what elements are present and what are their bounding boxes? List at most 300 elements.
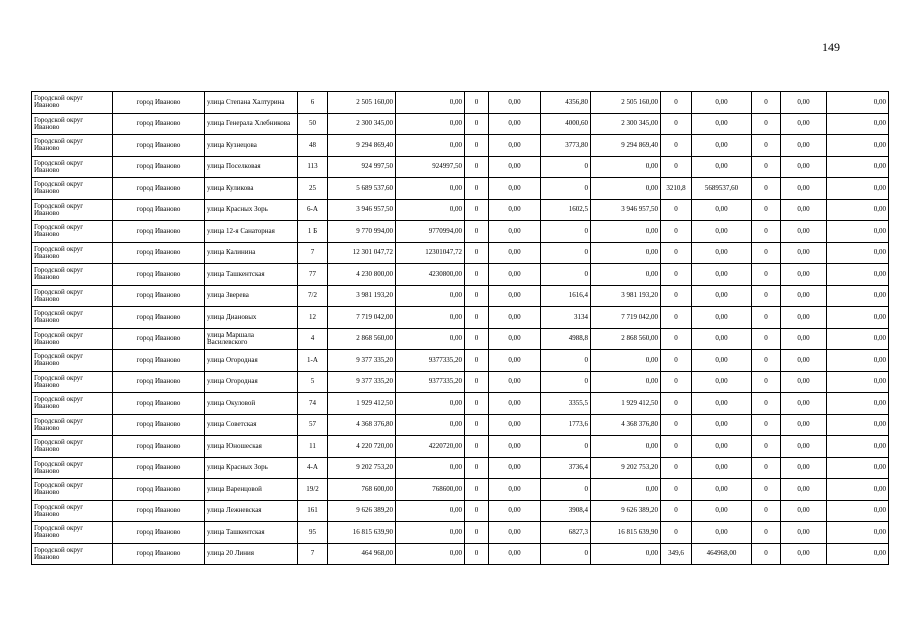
cost-col-12-cell: 0,00 bbox=[692, 199, 752, 221]
qty-col-13-cell: 0 bbox=[752, 543, 781, 565]
qty-col-7-cell: 0 bbox=[465, 92, 489, 114]
cost-col-10-cell: 7 719 042,00 bbox=[591, 307, 661, 329]
area-col-9-cell: 1773,6 bbox=[541, 414, 591, 436]
cost-col-8-cell: 0,00 bbox=[489, 307, 541, 329]
cost-col-10-cell: 3 981 193,20 bbox=[591, 285, 661, 307]
municipality-cell: Городской округ Иваново bbox=[32, 307, 113, 329]
street-cell: улица Куликова bbox=[205, 178, 298, 200]
area-col-9-cell: 1602,5 bbox=[541, 199, 591, 221]
municipality-cell: Городской округ Иваново bbox=[32, 393, 113, 415]
settlement-cell: город Иваново bbox=[113, 543, 205, 565]
house-number-cell: 6 bbox=[298, 92, 328, 114]
area-col-9-cell: 3908,4 bbox=[541, 500, 591, 522]
area-col-11-cell: 0 bbox=[661, 92, 692, 114]
cost-col-8-cell: 0,00 bbox=[489, 543, 541, 565]
street-cell: улица Зверева bbox=[205, 285, 298, 307]
street-cell: улица Диановых bbox=[205, 307, 298, 329]
total-cost-cell: 2 868 560,00 bbox=[328, 328, 396, 350]
area-col-11-cell: 0 bbox=[661, 285, 692, 307]
table-row bbox=[32, 371, 889, 393]
municipality-cell: Городской округ Иваново bbox=[32, 264, 113, 286]
cost-col-12-cell: 0,00 bbox=[692, 414, 752, 436]
cost-col-12-cell: 0,00 bbox=[692, 264, 752, 286]
cost-col-10-cell: 3 946 957,50 bbox=[591, 199, 661, 221]
qty-col-13-cell: 0 bbox=[752, 264, 781, 286]
cost-col-14-cell: 0,00 bbox=[781, 350, 827, 372]
cost-col-14-cell: 0,00 bbox=[781, 242, 827, 264]
total-cost-cell: 3 981 193,20 bbox=[328, 285, 396, 307]
qty-col-13-cell: 0 bbox=[752, 285, 781, 307]
qty-col-7-cell: 0 bbox=[465, 543, 489, 565]
street-cell: улица Генерала Хлебникова bbox=[205, 113, 298, 135]
qty-col-13-cell: 0 bbox=[752, 92, 781, 114]
area-col-11-cell: 0 bbox=[661, 414, 692, 436]
total-cost-cell: 4 220 720,00 bbox=[328, 436, 396, 458]
cost-col-12-cell: 0,00 bbox=[692, 113, 752, 135]
qty-col-7-cell: 0 bbox=[465, 307, 489, 329]
street-cell: улица Поселковая bbox=[205, 156, 298, 178]
area-col-9-cell: 1616,4 bbox=[541, 285, 591, 307]
cost-col-15-cell: 0,00 bbox=[827, 178, 889, 200]
table-row bbox=[32, 221, 889, 243]
settlement-cell: город Иваново bbox=[113, 221, 205, 243]
cost-col-14-cell: 0,00 bbox=[781, 285, 827, 307]
area-col-11-cell: 0 bbox=[661, 350, 692, 372]
settlement-cell: город Иваново bbox=[113, 522, 205, 544]
house-number-cell: 4 bbox=[298, 328, 328, 350]
qty-col-7-cell: 0 bbox=[465, 500, 489, 522]
settlement-cell: город Иваново bbox=[113, 350, 205, 372]
area-col-9-cell: 0 bbox=[541, 156, 591, 178]
street-cell: улица Лежневская bbox=[205, 500, 298, 522]
table-row bbox=[32, 178, 889, 200]
table-row bbox=[32, 393, 889, 415]
table-row bbox=[32, 242, 889, 264]
qty-col-13-cell: 0 bbox=[752, 242, 781, 264]
cost-col-14-cell: 0,00 bbox=[781, 414, 827, 436]
cost-col-10-cell: 0,00 bbox=[591, 178, 661, 200]
qty-col-7-cell: 0 bbox=[465, 156, 489, 178]
cost-col-8-cell: 0,00 bbox=[489, 92, 541, 114]
street-cell: улица Варенцовой bbox=[205, 479, 298, 501]
house-number-cell: 11 bbox=[298, 436, 328, 458]
cost-col-14-cell: 0,00 bbox=[781, 307, 827, 329]
total-cost-cell: 9 202 753,20 bbox=[328, 457, 396, 479]
cost-col-14-cell: 0,00 bbox=[781, 199, 827, 221]
street-cell: улица Калинина bbox=[205, 242, 298, 264]
area-col-11-cell: 0 bbox=[661, 457, 692, 479]
cost-col-8-cell: 0,00 bbox=[489, 156, 541, 178]
area-col-11-cell: 0 bbox=[661, 221, 692, 243]
table-row bbox=[32, 285, 889, 307]
settlement-cell: город Иваново bbox=[113, 457, 205, 479]
municipality-cell: Городской округ Иваново bbox=[32, 436, 113, 458]
total-cost-cell: 9 377 335,20 bbox=[328, 371, 396, 393]
qty-col-13-cell: 0 bbox=[752, 221, 781, 243]
cost-col-12-cell: 464968,00 bbox=[692, 543, 752, 565]
total-cost-cell: 16 815 639,90 bbox=[328, 522, 396, 544]
qty-col-7-cell: 0 bbox=[465, 350, 489, 372]
settlement-cell: город Иваново bbox=[113, 307, 205, 329]
house-number-cell: 19/2 bbox=[298, 479, 328, 501]
cost-col-15-cell: 0,00 bbox=[827, 436, 889, 458]
data-table bbox=[31, 91, 889, 565]
municipality-cell: Городской округ Иваново bbox=[32, 479, 113, 501]
cost-col-6-cell: 0,00 bbox=[396, 457, 465, 479]
cost-col-12-cell: 0,00 bbox=[692, 285, 752, 307]
total-cost-cell: 768 600,00 bbox=[328, 479, 396, 501]
table-row bbox=[32, 307, 889, 329]
cost-col-8-cell: 0,00 bbox=[489, 500, 541, 522]
cost-col-8-cell: 0,00 bbox=[489, 113, 541, 135]
area-col-9-cell: 4988,8 bbox=[541, 328, 591, 350]
cost-col-8-cell: 0,00 bbox=[489, 479, 541, 501]
cost-col-14-cell: 0,00 bbox=[781, 221, 827, 243]
page-number: 149 bbox=[822, 40, 840, 54]
settlement-cell: город Иваново bbox=[113, 135, 205, 157]
municipality-cell: Городской округ Иваново bbox=[32, 414, 113, 436]
settlement-cell: город Иваново bbox=[113, 156, 205, 178]
cost-col-10-cell: 4 368 376,80 bbox=[591, 414, 661, 436]
cost-col-12-cell: 0,00 bbox=[692, 350, 752, 372]
area-col-11-cell: 0 bbox=[661, 479, 692, 501]
area-col-9-cell: 0 bbox=[541, 479, 591, 501]
area-col-11-cell: 0 bbox=[661, 500, 692, 522]
qty-col-13-cell: 0 bbox=[752, 307, 781, 329]
qty-col-13-cell: 0 bbox=[752, 522, 781, 544]
cost-col-10-cell: 0,00 bbox=[591, 156, 661, 178]
cost-col-12-cell: 0,00 bbox=[692, 221, 752, 243]
total-cost-cell: 464 968,00 bbox=[328, 543, 396, 565]
table-row bbox=[32, 522, 889, 544]
cost-col-6-cell: 924997,50 bbox=[396, 156, 465, 178]
cost-col-10-cell: 0,00 bbox=[591, 350, 661, 372]
cost-col-15-cell: 0,00 bbox=[827, 264, 889, 286]
cost-col-14-cell: 0,00 bbox=[781, 92, 827, 114]
municipality-cell: Городской округ Иваново bbox=[32, 543, 113, 565]
qty-col-7-cell: 0 bbox=[465, 522, 489, 544]
cost-col-15-cell: 0,00 bbox=[827, 221, 889, 243]
cost-col-12-cell: 0,00 bbox=[692, 328, 752, 350]
cost-col-14-cell: 0,00 bbox=[781, 113, 827, 135]
street-cell: улица 12-я Санаторная bbox=[205, 221, 298, 243]
street-cell: улица Степана Халтурина bbox=[205, 92, 298, 114]
cost-col-14-cell: 0,00 bbox=[781, 135, 827, 157]
house-number-cell: 74 bbox=[298, 393, 328, 415]
cost-col-15-cell: 0,00 bbox=[827, 113, 889, 135]
cost-col-15-cell: 0,00 bbox=[827, 242, 889, 264]
area-col-9-cell: 0 bbox=[541, 543, 591, 565]
street-cell: улица Красных Зорь bbox=[205, 457, 298, 479]
cost-col-10-cell: 2 300 345,00 bbox=[591, 113, 661, 135]
total-cost-cell: 9 377 335,20 bbox=[328, 350, 396, 372]
house-number-cell: 113 bbox=[298, 156, 328, 178]
cost-col-12-cell: 0,00 bbox=[692, 242, 752, 264]
qty-col-7-cell: 0 bbox=[465, 328, 489, 350]
municipality-cell: Городской округ Иваново bbox=[32, 500, 113, 522]
area-col-11-cell: 0 bbox=[661, 156, 692, 178]
cost-col-12-cell: 0,00 bbox=[692, 457, 752, 479]
cost-col-10-cell: 0,00 bbox=[591, 479, 661, 501]
cost-col-10-cell: 0,00 bbox=[591, 436, 661, 458]
qty-col-13-cell: 0 bbox=[752, 371, 781, 393]
settlement-cell: город Иваново bbox=[113, 242, 205, 264]
area-col-9-cell: 3773,80 bbox=[541, 135, 591, 157]
cost-col-6-cell: 4230800,00 bbox=[396, 264, 465, 286]
cost-col-10-cell: 0,00 bbox=[591, 371, 661, 393]
municipality-cell: Городской округ Иваново bbox=[32, 221, 113, 243]
municipality-cell: Городской округ Иваново bbox=[32, 522, 113, 544]
cost-col-8-cell: 0,00 bbox=[489, 393, 541, 415]
table-row bbox=[32, 543, 889, 565]
settlement-cell: город Иваново bbox=[113, 264, 205, 286]
total-cost-cell: 2 300 345,00 bbox=[328, 113, 396, 135]
street-cell: улица 20 Линия bbox=[205, 543, 298, 565]
cost-col-6-cell: 0,00 bbox=[396, 500, 465, 522]
cost-col-14-cell: 0,00 bbox=[781, 371, 827, 393]
cost-col-6-cell: 9377335,20 bbox=[396, 350, 465, 372]
qty-col-13-cell: 0 bbox=[752, 393, 781, 415]
cost-col-8-cell: 0,00 bbox=[489, 328, 541, 350]
area-col-9-cell: 0 bbox=[541, 436, 591, 458]
municipality-cell: Городской округ Иваново bbox=[32, 113, 113, 135]
total-cost-cell: 12 301 047,72 bbox=[328, 242, 396, 264]
cost-col-14-cell: 0,00 bbox=[781, 156, 827, 178]
house-number-cell: 48 bbox=[298, 135, 328, 157]
cost-col-8-cell: 0,00 bbox=[489, 221, 541, 243]
total-cost-cell: 1 929 412,50 bbox=[328, 393, 396, 415]
qty-col-13-cell: 0 bbox=[752, 178, 781, 200]
settlement-cell: город Иваново bbox=[113, 479, 205, 501]
municipality-cell: Городской округ Иваново bbox=[32, 285, 113, 307]
area-col-9-cell: 0 bbox=[541, 178, 591, 200]
cost-col-8-cell: 0,00 bbox=[489, 242, 541, 264]
municipality-cell: Городской округ Иваново bbox=[32, 199, 113, 221]
cost-col-6-cell: 0,00 bbox=[396, 307, 465, 329]
cost-col-8-cell: 0,00 bbox=[489, 199, 541, 221]
cost-col-14-cell: 0,00 bbox=[781, 178, 827, 200]
qty-col-13-cell: 0 bbox=[752, 457, 781, 479]
table-row bbox=[32, 328, 889, 350]
cost-col-10-cell: 2 868 560,00 bbox=[591, 328, 661, 350]
table-row bbox=[32, 199, 889, 221]
cost-col-10-cell: 1 929 412,50 bbox=[591, 393, 661, 415]
street-cell: улица Окуловой bbox=[205, 393, 298, 415]
table-row bbox=[32, 479, 889, 501]
cost-col-10-cell: 16 815 639,90 bbox=[591, 522, 661, 544]
cost-col-14-cell: 0,00 bbox=[781, 328, 827, 350]
municipality-cell: Городской округ Иваново bbox=[32, 242, 113, 264]
house-number-cell: 57 bbox=[298, 414, 328, 436]
table-row bbox=[32, 414, 889, 436]
house-number-cell: 12 bbox=[298, 307, 328, 329]
qty-col-7-cell: 0 bbox=[465, 221, 489, 243]
total-cost-cell: 9 294 869,40 bbox=[328, 135, 396, 157]
house-number-cell: 6-А bbox=[298, 199, 328, 221]
cost-col-8-cell: 0,00 bbox=[489, 371, 541, 393]
cost-col-15-cell: 0,00 bbox=[827, 156, 889, 178]
area-col-11-cell: 0 bbox=[661, 113, 692, 135]
qty-col-7-cell: 0 bbox=[465, 371, 489, 393]
municipality-cell: Городской округ Иваново bbox=[32, 350, 113, 372]
qty-col-13-cell: 0 bbox=[752, 199, 781, 221]
cost-col-15-cell: 0,00 bbox=[827, 199, 889, 221]
qty-col-7-cell: 0 bbox=[465, 135, 489, 157]
cost-col-6-cell: 0,00 bbox=[396, 113, 465, 135]
street-cell: улица Ташкентская bbox=[205, 522, 298, 544]
area-col-11-cell: 0 bbox=[661, 436, 692, 458]
cost-col-8-cell: 0,00 bbox=[489, 135, 541, 157]
settlement-cell: город Иваново bbox=[113, 285, 205, 307]
area-col-11-cell: 0 bbox=[661, 371, 692, 393]
street-cell: улица Советская bbox=[205, 414, 298, 436]
cost-col-15-cell: 0,00 bbox=[827, 307, 889, 329]
cost-col-10-cell: 9 294 869,40 bbox=[591, 135, 661, 157]
qty-col-13-cell: 0 bbox=[752, 436, 781, 458]
cost-col-8-cell: 0,00 bbox=[489, 350, 541, 372]
street-cell: улица Ташкентская bbox=[205, 264, 298, 286]
cost-col-14-cell: 0,00 bbox=[781, 393, 827, 415]
qty-col-7-cell: 0 bbox=[465, 436, 489, 458]
settlement-cell: город Иваново bbox=[113, 371, 205, 393]
cost-col-6-cell: 12301047,72 bbox=[396, 242, 465, 264]
qty-col-13-cell: 0 bbox=[752, 135, 781, 157]
settlement-cell: город Иваново bbox=[113, 328, 205, 350]
area-col-9-cell: 3736,4 bbox=[541, 457, 591, 479]
cost-col-15-cell: 0,00 bbox=[827, 285, 889, 307]
house-number-cell: 161 bbox=[298, 500, 328, 522]
cost-col-6-cell: 0,00 bbox=[396, 328, 465, 350]
qty-col-7-cell: 0 bbox=[465, 178, 489, 200]
cost-col-15-cell: 0,00 bbox=[827, 457, 889, 479]
table-row bbox=[32, 113, 889, 135]
cost-col-14-cell: 0,00 bbox=[781, 457, 827, 479]
area-col-11-cell: 0 bbox=[661, 199, 692, 221]
cost-col-15-cell: 0,00 bbox=[827, 328, 889, 350]
cost-col-6-cell: 0,00 bbox=[396, 543, 465, 565]
cost-col-8-cell: 0,00 bbox=[489, 285, 541, 307]
municipality-cell: Городской округ Иваново bbox=[32, 156, 113, 178]
qty-col-7-cell: 0 bbox=[465, 457, 489, 479]
settlement-cell: город Иваново bbox=[113, 436, 205, 458]
cost-col-15-cell: 0,00 bbox=[827, 479, 889, 501]
qty-col-13-cell: 0 bbox=[752, 500, 781, 522]
cost-col-15-cell: 0,00 bbox=[827, 371, 889, 393]
area-col-11-cell: 3210,8 bbox=[661, 178, 692, 200]
cost-col-12-cell: 5689537,60 bbox=[692, 178, 752, 200]
house-number-cell: 77 bbox=[298, 264, 328, 286]
table-row bbox=[32, 500, 889, 522]
area-col-11-cell: 0 bbox=[661, 135, 692, 157]
area-col-9-cell: 0 bbox=[541, 221, 591, 243]
street-cell: улица Кузнецова bbox=[205, 135, 298, 157]
cost-col-6-cell: 0,00 bbox=[396, 178, 465, 200]
cost-col-12-cell: 0,00 bbox=[692, 436, 752, 458]
house-number-cell: 1 Б bbox=[298, 221, 328, 243]
qty-col-7-cell: 0 bbox=[465, 199, 489, 221]
street-cell: улица Огородная bbox=[205, 350, 298, 372]
house-number-cell: 95 bbox=[298, 522, 328, 544]
cost-col-12-cell: 0,00 bbox=[692, 393, 752, 415]
settlement-cell: город Иваново bbox=[113, 92, 205, 114]
cost-col-8-cell: 0,00 bbox=[489, 178, 541, 200]
settlement-cell: город Иваново bbox=[113, 393, 205, 415]
cost-col-14-cell: 0,00 bbox=[781, 500, 827, 522]
cost-col-10-cell: 0,00 bbox=[591, 221, 661, 243]
house-number-cell: 7 bbox=[298, 242, 328, 264]
qty-col-7-cell: 0 bbox=[465, 479, 489, 501]
cost-col-12-cell: 0,00 bbox=[692, 156, 752, 178]
area-col-9-cell: 3355,5 bbox=[541, 393, 591, 415]
cost-col-8-cell: 0,00 bbox=[489, 264, 541, 286]
qty-col-7-cell: 0 bbox=[465, 285, 489, 307]
cost-col-15-cell: 0,00 bbox=[827, 500, 889, 522]
settlement-cell: город Иваново bbox=[113, 199, 205, 221]
cost-col-10-cell: 9 626 389,20 bbox=[591, 500, 661, 522]
cost-col-6-cell: 0,00 bbox=[396, 92, 465, 114]
cost-col-6-cell: 9770994,00 bbox=[396, 221, 465, 243]
cost-col-6-cell: 768600,00 bbox=[396, 479, 465, 501]
table-row bbox=[32, 457, 889, 479]
cost-col-14-cell: 0,00 bbox=[781, 479, 827, 501]
area-col-11-cell: 0 bbox=[661, 328, 692, 350]
cost-col-8-cell: 0,00 bbox=[489, 436, 541, 458]
area-col-9-cell: 0 bbox=[541, 371, 591, 393]
total-cost-cell: 4 230 800,00 bbox=[328, 264, 396, 286]
cost-col-12-cell: 0,00 bbox=[692, 135, 752, 157]
cost-col-15-cell: 0,00 bbox=[827, 414, 889, 436]
total-cost-cell: 2 505 160,00 bbox=[328, 92, 396, 114]
house-number-cell: 50 bbox=[298, 113, 328, 135]
house-number-cell: 4-А bbox=[298, 457, 328, 479]
cost-col-8-cell: 0,00 bbox=[489, 457, 541, 479]
table-row bbox=[32, 436, 889, 458]
table-row bbox=[32, 156, 889, 178]
settlement-cell: город Иваново bbox=[113, 500, 205, 522]
total-cost-cell: 7 719 042,00 bbox=[328, 307, 396, 329]
area-col-9-cell: 0 bbox=[541, 242, 591, 264]
cost-col-6-cell: 0,00 bbox=[396, 135, 465, 157]
area-col-9-cell: 6827,3 bbox=[541, 522, 591, 544]
table-row bbox=[32, 92, 889, 114]
settlement-cell: город Иваново bbox=[113, 113, 205, 135]
area-col-11-cell: 0 bbox=[661, 393, 692, 415]
qty-col-7-cell: 0 bbox=[465, 113, 489, 135]
street-cell: улица Юношеская bbox=[205, 436, 298, 458]
area-col-11-cell: 0 bbox=[661, 522, 692, 544]
table-row bbox=[32, 264, 889, 286]
qty-col-13-cell: 0 bbox=[752, 156, 781, 178]
house-number-cell: 1-А bbox=[298, 350, 328, 372]
municipality-cell: Городской округ Иваново bbox=[32, 328, 113, 350]
qty-col-7-cell: 0 bbox=[465, 393, 489, 415]
cost-col-15-cell: 0,00 bbox=[827, 522, 889, 544]
cost-col-14-cell: 0,00 bbox=[781, 264, 827, 286]
area-col-9-cell: 4356,80 bbox=[541, 92, 591, 114]
qty-col-13-cell: 0 bbox=[752, 414, 781, 436]
total-cost-cell: 3 946 957,50 bbox=[328, 199, 396, 221]
house-number-cell: 25 bbox=[298, 178, 328, 200]
cost-col-8-cell: 0,00 bbox=[489, 522, 541, 544]
qty-col-13-cell: 0 bbox=[752, 479, 781, 501]
cost-col-15-cell: 0,00 bbox=[827, 135, 889, 157]
table-row bbox=[32, 350, 889, 372]
cost-col-6-cell: 0,00 bbox=[396, 199, 465, 221]
street-cell: улица Маршала Василевского bbox=[205, 328, 298, 350]
cost-col-14-cell: 0,00 bbox=[781, 522, 827, 544]
cost-col-6-cell: 4220720,00 bbox=[396, 436, 465, 458]
municipality-cell: Городской округ Иваново bbox=[32, 178, 113, 200]
